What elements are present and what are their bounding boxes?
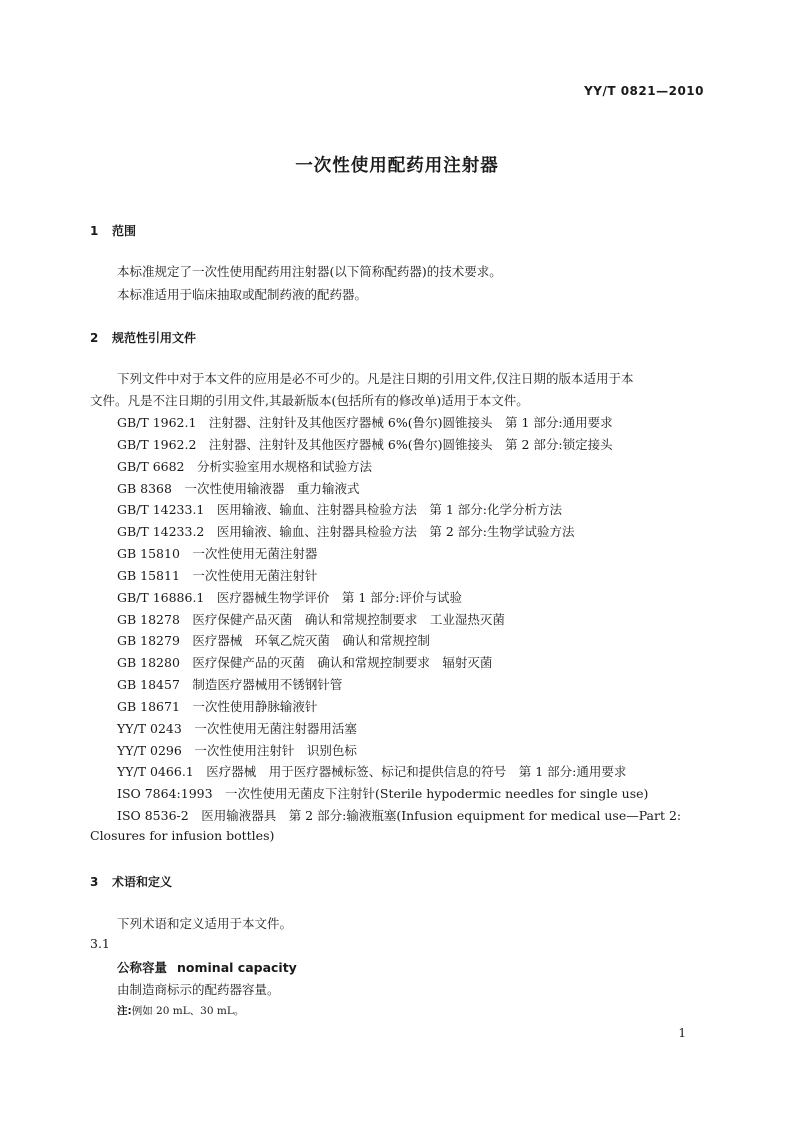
- term-note: [117, 1003, 244, 1018]
- reference-item: GB 15810 一次性使用无菌注射器: [117, 546, 318, 561]
- reference-item: GB/T 14233.2 医用输液、输血、注射器具检验方法 第 2 部分:生物学试验方法: [117, 524, 575, 539]
- note-text: 例如 20 mL、30 mL。: [131, 1005, 245, 1017]
- reference-item: YY/T 0296 一次性使用注射针 识别色标: [117, 743, 357, 758]
- reference-item: GB/T 6682 分析实验室用水规格和试验方法: [117, 459, 373, 474]
- reference-item: GB/T 1962.1 注射器、注射针及其他医疗器械 6%(鲁尔)圆锥接头 第 1 部分:通用要求: [117, 415, 613, 430]
- section-number: 2: [90, 331, 99, 345]
- section-heading-scope: [90, 222, 136, 239]
- note-label: 注:: [117, 1005, 132, 1017]
- section-title: 术语和定义: [112, 875, 173, 889]
- document-title: 一次性使用配药用注射器: [295, 156, 499, 176]
- term-definition: 由制造商标示的配药器容量。: [117, 982, 280, 997]
- term-name-english: nominal capacity: [177, 960, 297, 975]
- reference-item-continuation: Closures for infusion bottles): [90, 828, 275, 843]
- reference-item: GB 15811 一次性使用无菌注射针: [117, 568, 318, 583]
- reference-item: ISO 7864:1993 一次性使用无菌皮下注射针(Sterile hypodermic needles for single use): [117, 786, 649, 801]
- scope-paragraph: 本标准规定了一次性使用配药用注射器(以下简称配药器)的技术要求。: [117, 264, 502, 279]
- reference-item: GB 18457 制造医疗器械用不锈钢针管: [117, 677, 343, 692]
- section-heading-terms: [90, 873, 172, 890]
- section-heading-normative-references: [90, 329, 196, 346]
- section-number: 3: [90, 875, 99, 889]
- term-name: [117, 958, 297, 976]
- reference-item: GB 18278 医疗保健产品灭菌 确认和常规控制要求 工业湿热灭菌: [117, 612, 505, 627]
- term-name-chinese: 公称容量: [117, 960, 168, 975]
- section-title: 规范性引用文件: [112, 331, 197, 345]
- terms-intro: 下列术语和定义适用于本文件。: [117, 916, 293, 931]
- reference-item: GB 8368 一次性使用输液器 重力输液式: [117, 481, 360, 496]
- section-title: 范围: [112, 224, 137, 238]
- reference-item: YY/T 0466.1 医疗器械 用于医疗器械标签、标记和提供信息的符号 第 1 部分:通用要求: [117, 764, 627, 779]
- reference-item: GB/T 1962.2 注射器、注射针及其他医疗器械 6%(鲁尔)圆锥接头 第 2 部分:锁定接头: [117, 437, 613, 452]
- scope-paragraph: 本标准适用于临床抽取或配制药液的配药器。: [117, 287, 368, 302]
- page-number: 1: [678, 1026, 686, 1040]
- intro-paragraph-continuation: 文件。凡是不注日期的引用文件,其最新版本(包括所有的修改单)适用于本文件。: [90, 393, 529, 408]
- reference-item: GB 18671 一次性使用静脉输液针: [117, 699, 318, 714]
- intro-paragraph: 下列文件中对于本文件的应用是必不可少的。凡是注日期的引用文件,仅注日期的版本适用于本: [117, 371, 634, 386]
- reference-item: GB/T 14233.1 医用输液、输血、注射器具检验方法 第 1 部分:化学分析方法: [117, 502, 562, 517]
- reference-item: ISO 8536-2 医用输液器具 第 2 部分:输液瓶塞(Infusion equipment for medical use—Part 2:: [117, 808, 682, 823]
- reference-item: YY/T 0243 一次性使用无菌注射器用活塞: [117, 721, 357, 736]
- reference-item: GB 18280 医疗保健产品的灭菌 确认和常规控制要求 辐射灭菌: [117, 655, 493, 670]
- reference-item: GB/T 16886.1 医疗器械生物学评价 第 1 部分:评价与试验: [117, 590, 462, 605]
- standard-code: YY/T 0821—2010: [584, 84, 704, 98]
- section-number: 1: [90, 224, 99, 238]
- term-number: 3.1: [90, 936, 110, 951]
- reference-item: GB 18279 医疗器械 环氧乙烷灭菌 确认和常规控制: [117, 633, 430, 648]
